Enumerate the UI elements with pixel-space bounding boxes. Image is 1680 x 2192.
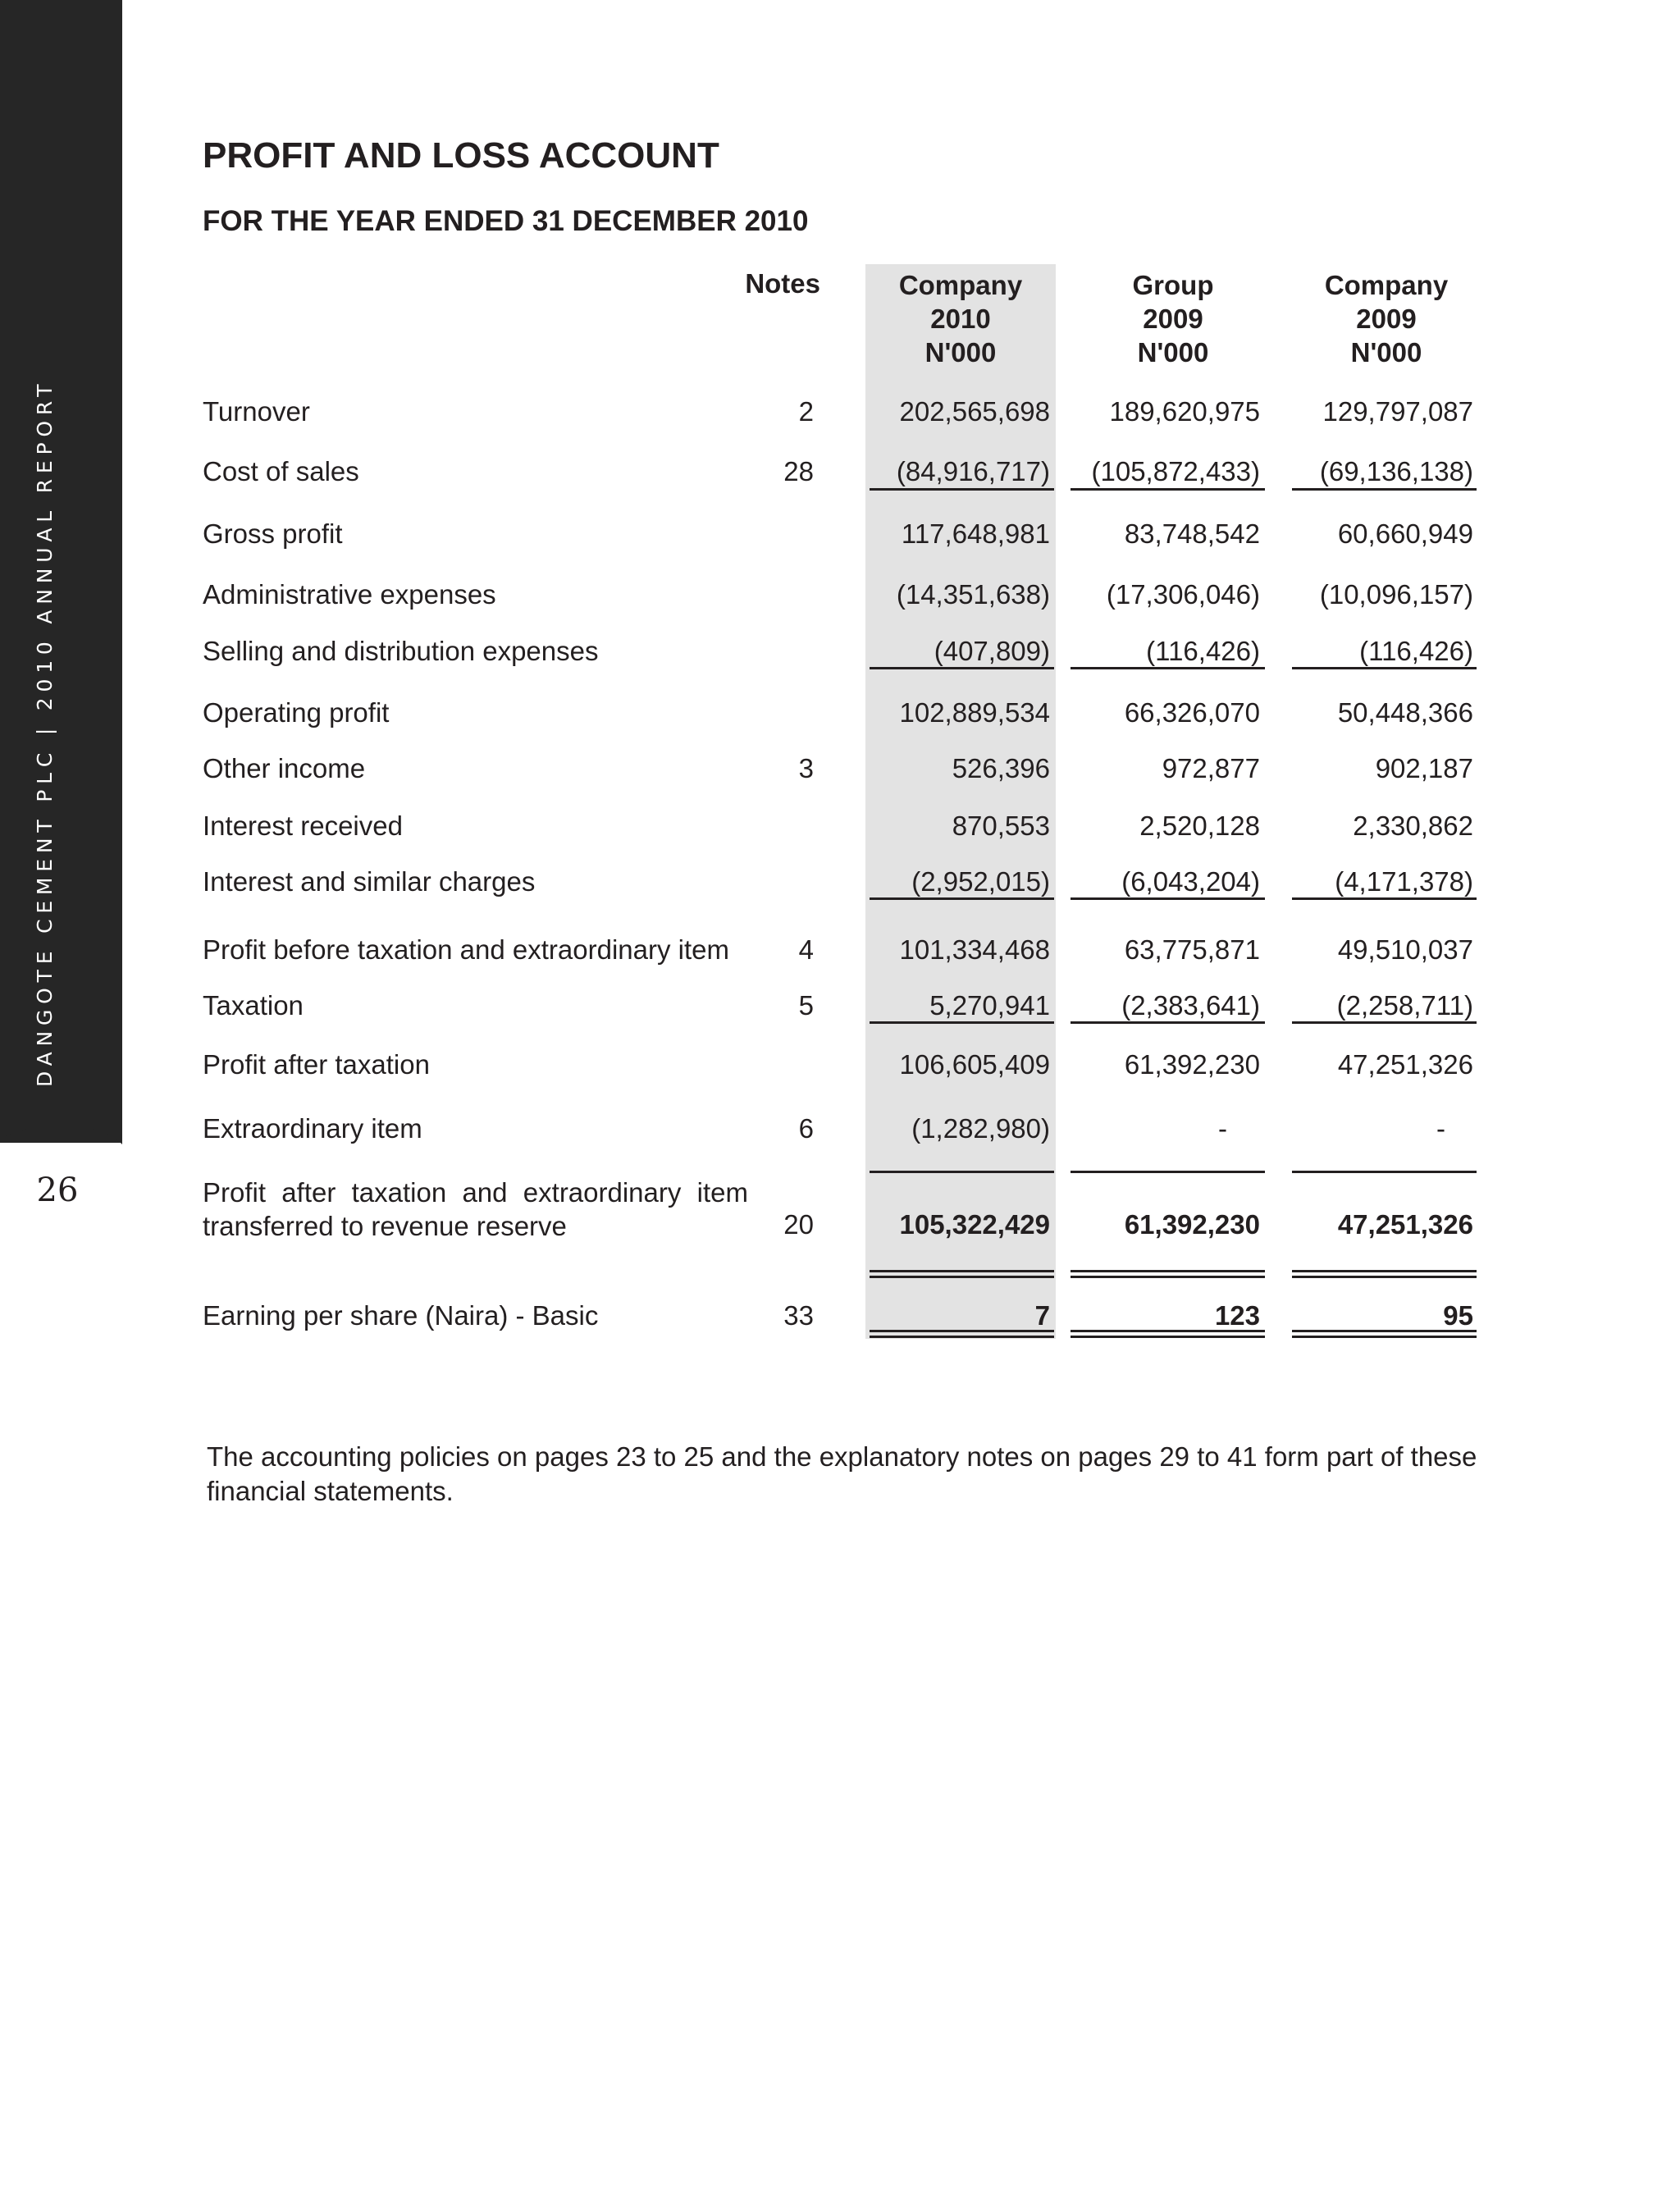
row-label: Selling and distribution expenses — [203, 636, 599, 666]
value-company-2010: 5,270,941 — [929, 990, 1050, 1021]
subtotal-rule — [1292, 667, 1477, 669]
row-label: Taxation — [203, 990, 304, 1021]
value-company-2009: (2,258,711) — [1336, 990, 1473, 1021]
table-row-profit-after-taxation — [0, 1049, 1680, 1090]
column-unit: N'000 — [924, 337, 997, 368]
value-group-2009: 66,326,070 — [1124, 697, 1260, 728]
column-entity: Company — [898, 270, 1023, 300]
value-company-2009: 47,251,326 — [1337, 1209, 1473, 1240]
table-row-interest-received — [0, 811, 1680, 852]
table-row-interest-charges — [0, 866, 1680, 907]
report-label: DANGOTE CEMENT PLC | 2010 ANNUAL REPORT — [33, 378, 57, 1087]
value-group-2009: 189,620,975 — [1109, 396, 1260, 427]
column-entity: Group — [1132, 270, 1214, 300]
value-company-2010: 526,396 — [952, 753, 1050, 783]
column-unit: N'000 — [1350, 337, 1422, 368]
table-row-selling-distribution-expenses — [0, 636, 1680, 677]
row-label: Administrative expenses — [203, 579, 496, 610]
subtotal-rule — [870, 897, 1054, 900]
table-row-taxation — [0, 990, 1680, 1031]
value-company-2009: (4,171,378) — [1335, 866, 1473, 897]
column-header-company-2010 — [865, 268, 1056, 369]
subtotal-rule — [870, 667, 1054, 669]
value-group-2009: 123 — [1214, 1300, 1260, 1331]
value-company-2009: 49,510,037 — [1337, 934, 1473, 965]
table-row-operating-profit — [0, 697, 1680, 738]
table-row-transferred-to-revenue-reserve — [0, 1209, 1680, 1250]
total-double-rule — [870, 1270, 1054, 1278]
row-label: Extraordinary item — [203, 1113, 422, 1144]
value-company-2010: 102,889,534 — [899, 697, 1050, 728]
page-subtitle: FOR THE YEAR ENDED 31 DECEMBER 2010 — [203, 205, 809, 237]
row-note: 2 — [798, 396, 814, 427]
subtotal-rule — [870, 1021, 1054, 1024]
value-company-2010: (407,809) — [934, 636, 1050, 666]
column-year: 2009 — [1356, 304, 1417, 334]
row-note: 4 — [798, 934, 814, 965]
table-row-other-income — [0, 753, 1680, 794]
total-double-rule — [870, 1330, 1054, 1338]
row-note: 20 — [783, 1209, 814, 1240]
value-company-2010: 106,605,409 — [899, 1049, 1050, 1080]
row-label: Cost of sales — [203, 456, 359, 486]
notes-column-header: Notes — [745, 268, 820, 299]
subtotal-rule — [870, 1171, 1054, 1173]
subtotal-rule — [870, 488, 1054, 491]
value-company-2009: (10,096,157) — [1319, 579, 1473, 610]
value-company-2009: 95 — [1443, 1300, 1473, 1331]
value-company-2009: 47,251,326 — [1337, 1049, 1473, 1080]
column-entity: Company — [1324, 270, 1449, 300]
value-company-2010: 117,648,981 — [901, 518, 1050, 549]
table-row-cost-of-sales — [0, 456, 1680, 497]
subtotal-rule — [1071, 667, 1265, 669]
subtotal-rule — [1292, 488, 1477, 491]
table-row-profit-before-taxation — [0, 934, 1680, 975]
value-group-2009: (17,306,046) — [1106, 579, 1260, 610]
row-label: Profit after taxation — [203, 1049, 430, 1080]
value-company-2009: 50,448,366 — [1337, 697, 1473, 728]
value-group-2009: (105,872,433) — [1091, 456, 1260, 486]
row-note: 5 — [798, 990, 814, 1021]
value-group-2009: 83,748,542 — [1124, 518, 1260, 549]
subtotal-rule — [1071, 488, 1265, 491]
row-label: Profit before taxation and extraordinary item — [203, 934, 730, 965]
value-company-2010: 870,553 — [952, 811, 1050, 841]
value-company-2009: - — [1436, 1113, 1445, 1144]
row-label: Interest received — [203, 811, 403, 841]
value-group-2009: 2,520,128 — [1139, 811, 1260, 841]
value-company-2010: (2,952,015) — [911, 866, 1050, 897]
table-row-turnover — [0, 396, 1680, 437]
row-note: 3 — [798, 753, 814, 783]
subtotal-rule — [1292, 1171, 1477, 1173]
column-year: 2009 — [1143, 304, 1203, 334]
page-title: PROFIT AND LOSS ACCOUNT — [203, 135, 719, 176]
value-company-2009: 2,330,862 — [1353, 811, 1473, 841]
row-note: 33 — [783, 1300, 814, 1331]
subtotal-rule — [1071, 897, 1265, 900]
row-label: Operating profit — [203, 697, 390, 728]
column-unit: N'000 — [1137, 337, 1209, 368]
value-company-2010: (84,916,717) — [896, 456, 1050, 486]
total-double-rule — [1071, 1270, 1265, 1278]
value-company-2010: (1,282,980) — [911, 1113, 1050, 1144]
row-note: 28 — [783, 456, 814, 486]
total-double-rule — [1071, 1330, 1265, 1338]
value-group-2009: (2,383,641) — [1121, 990, 1260, 1021]
value-group-2009: 63,775,871 — [1124, 934, 1260, 965]
accounting-policies-footnote: The accounting policies on pages 23 to 25 and the explanatory notes on pages 29 to 41 form part of these financial statements. — [207, 1441, 1477, 1506]
subtotal-rule — [1292, 1021, 1477, 1024]
value-company-2009: (116,426) — [1359, 636, 1473, 666]
value-company-2009: (69,136,138) — [1319, 456, 1473, 486]
row-label-line: Profit after taxation and extraordinary item — [203, 1177, 748, 1208]
subtotal-rule — [1071, 1021, 1265, 1024]
value-company-2010: 101,334,468 — [899, 934, 1050, 965]
value-group-2009: 61,392,230 — [1124, 1049, 1260, 1080]
value-company-2009: 902,187 — [1375, 753, 1473, 783]
total-double-rule — [1292, 1270, 1477, 1278]
column-header-group-2009 — [1075, 268, 1271, 369]
value-company-2010: (14,351,638) — [896, 579, 1050, 610]
value-group-2009: (6,043,204) — [1121, 866, 1260, 897]
row-label: Earning per share (Naira) - Basic — [203, 1300, 599, 1331]
row-note: 6 — [798, 1113, 814, 1144]
value-group-2009: (116,426) — [1146, 636, 1260, 666]
total-double-rule — [1292, 1330, 1477, 1338]
row-label: Gross profit — [203, 518, 343, 549]
table-row-extraordinary-item — [0, 1113, 1680, 1154]
row-label-line: transferred to revenue reserve — [203, 1211, 567, 1241]
page-number: 26 — [36, 1171, 79, 1209]
table-row-administrative-expenses — [0, 579, 1680, 620]
value-company-2009: 129,797,087 — [1322, 396, 1473, 427]
value-group-2009: - — [1218, 1113, 1227, 1144]
row-label: Other income — [203, 753, 366, 783]
table-row-gross-profit — [0, 518, 1680, 559]
value-company-2010: 105,322,429 — [899, 1209, 1050, 1240]
subtotal-rule — [1071, 1171, 1265, 1173]
column-year: 2010 — [930, 304, 991, 334]
value-company-2010: 202,565,698 — [899, 396, 1050, 427]
column-header-company-2009 — [1288, 268, 1485, 369]
value-company-2010: 7 — [1034, 1300, 1050, 1331]
subtotal-rule — [1292, 897, 1477, 900]
row-label: Turnover — [203, 396, 310, 427]
value-company-2009: 60,660,949 — [1337, 518, 1473, 549]
value-group-2009: 972,877 — [1162, 753, 1260, 783]
row-label: Interest and similar charges — [203, 866, 536, 897]
value-group-2009: 61,392,230 — [1124, 1209, 1260, 1240]
